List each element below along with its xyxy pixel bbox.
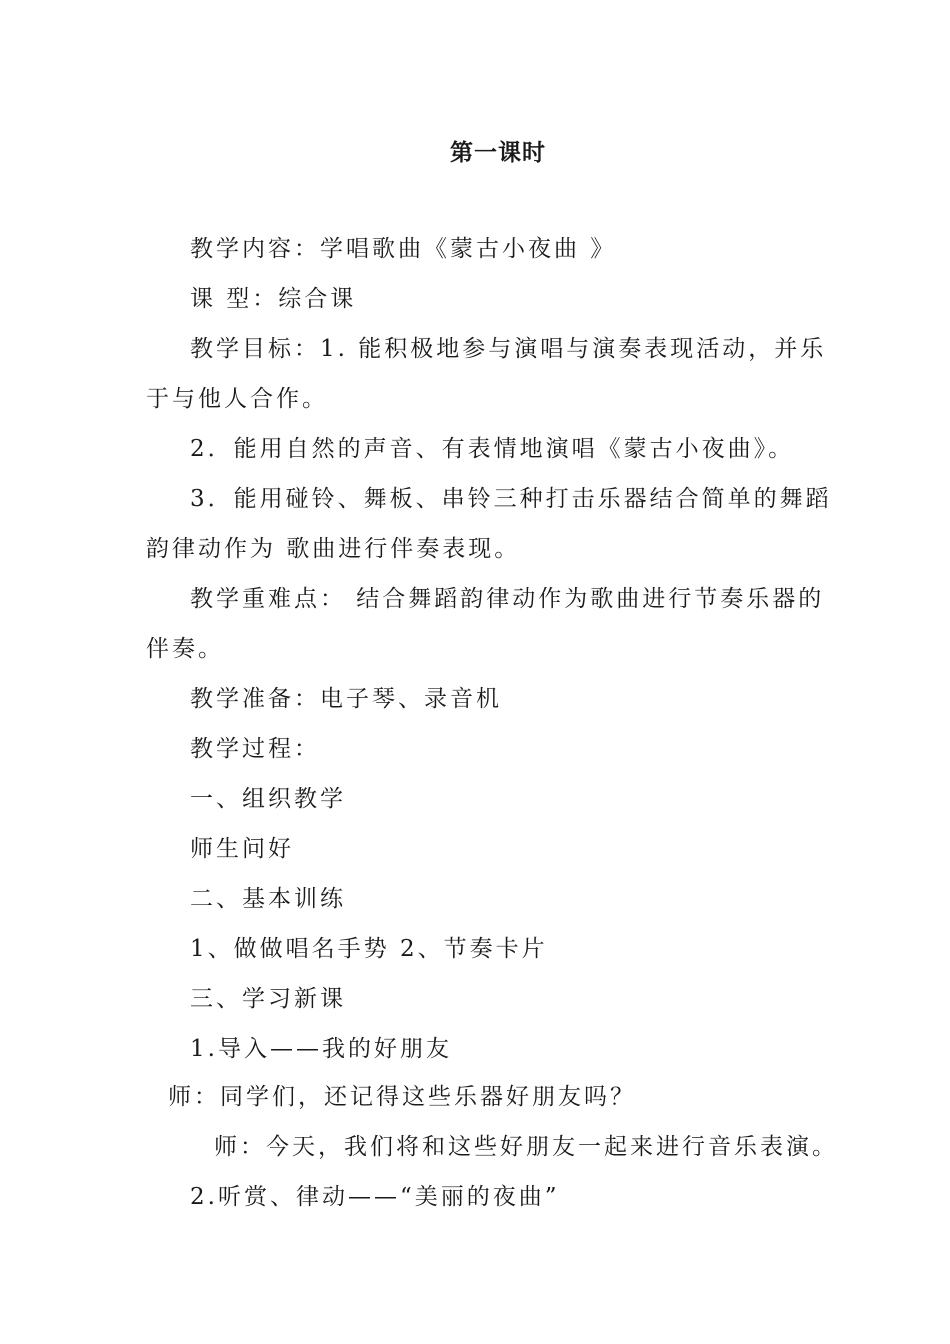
intro-line: 1.导入——我的好朋友 xyxy=(190,1036,452,1062)
training-items-line: 1、做做唱名手势 2、节奏卡片 xyxy=(190,936,548,962)
section-two-heading: 二、基本训练 xyxy=(190,886,346,912)
teacher-question-line: 师：同学们，还记得这些乐器好朋友吗？ xyxy=(168,1084,636,1110)
lesson-goal-line-1-cont: 于与他人合作。 xyxy=(146,386,328,412)
key-difficulty-line-cont: 伴奏。 xyxy=(146,636,224,662)
process-heading: 教学过程： xyxy=(190,736,320,762)
lesson-goal-line-2: 2．能用自然的声音、有表情地演唱《蒙古小夜曲》。 xyxy=(190,436,795,462)
greeting-line: 师生问好 xyxy=(190,836,294,862)
preparation-line: 教学准备：电子琴、录音机 xyxy=(190,686,502,712)
lesson-goal-line-3-cont: 韵律动作为 歌曲进行伴奏表现。 xyxy=(146,536,521,562)
section-one-heading: 一、组织教学 xyxy=(190,786,346,812)
page-title: 第一课时 xyxy=(450,140,546,166)
lesson-type-line: 课 型：综合课 xyxy=(190,286,357,312)
lesson-goal-line-3: 3．能用碰铃、舞板、串铃三种打击乐器结合简单的舞蹈 xyxy=(190,486,832,512)
key-difficulty-line: 教学重难点： 结合舞蹈韵律动作为歌曲进行节奏乐器的 xyxy=(190,586,825,612)
teacher-statement-line: 师：今天，我们将和这些好朋友一起来进行音乐表演。 xyxy=(214,1134,838,1160)
lesson-content-line: 教学内容：学唱歌曲《蒙古小夜曲 》 xyxy=(190,236,617,262)
lesson-goal-line-1: 教学目标：1. 能积极地参与演唱与演奏表现活动，并乐 xyxy=(190,336,827,362)
section-three-heading: 三、学习新课 xyxy=(190,986,346,1012)
listening-line: 2.听赏、律动——“美丽的夜曲” xyxy=(190,1184,560,1210)
